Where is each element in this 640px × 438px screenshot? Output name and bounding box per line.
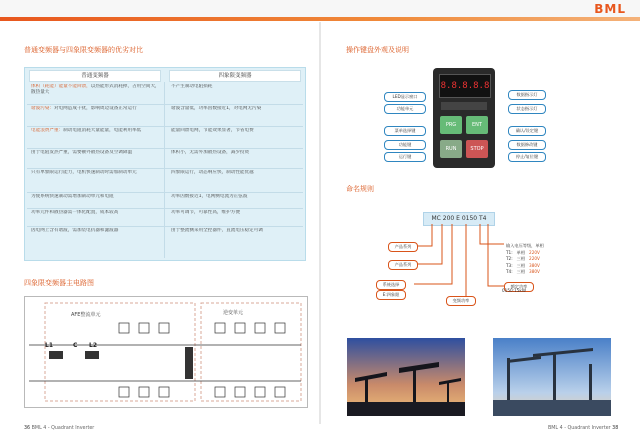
keypad-callout-left: 运行键 [384, 152, 426, 162]
footer-left-text: BML 4 - Quadrant Inverter [31, 426, 95, 431]
keypad-callout-left: 功能键 [384, 140, 426, 150]
keypad-title: 操作键盘外观及说明 [346, 46, 409, 54]
igbt-switch [215, 323, 225, 333]
igbt-switch [275, 387, 285, 397]
dc-capacitor [185, 347, 193, 379]
keypad-key[interactable]: STOP [466, 140, 488, 158]
table-row-divider [27, 168, 303, 169]
table-cell-normal [31, 84, 161, 104]
legend-label: 三相 [516, 262, 526, 268]
keypad-callout-left: LED显示窗口 [384, 92, 426, 102]
legend-value: 380V [529, 269, 540, 275]
label-l2: L2 [89, 342, 97, 349]
cell-text: 制动电阻消耗大量能量，电能利用率低 [63, 128, 142, 133]
table-cell-four-quadrant: 由于整流侧采用全控器件，直流电压稳定可调 [171, 228, 263, 233]
rectifier-label: AFE整流单元 [71, 312, 101, 318]
igbt-switch [255, 387, 265, 397]
main-circuit-diagram [24, 296, 308, 408]
footer-left [24, 426, 94, 431]
cell-highlight: 谐波污染： [31, 106, 54, 111]
cell-text: 功率元件和散热器需一体化配置，成本较高 [31, 210, 119, 215]
table-cell-normal [31, 170, 161, 192]
keypad-callout-right: 状态指示灯 [508, 104, 546, 114]
model-callout: 产品系列 [388, 260, 418, 270]
legend-label: 三相 [516, 269, 526, 275]
power-note: 0150:15kW [502, 288, 526, 293]
keypad-key[interactable]: RUN [440, 140, 462, 158]
legend-code: T3: [506, 262, 513, 268]
header-stripe [0, 17, 640, 21]
igbt-switch [159, 387, 169, 397]
table-cell-four-quadrant: 功率可调节，可靠性高，维护方便 [171, 210, 240, 215]
keypad-key[interactable]: ENT [466, 116, 488, 134]
cell-text: 因电网上含有谐波，需加装电抗器和滤波器 [31, 228, 119, 233]
keypad-callout-right: 数据指示灯 [508, 90, 546, 100]
table-row-divider [27, 208, 303, 209]
igbt-switch [139, 323, 149, 333]
model-code-box: MC 200 E 0150 T4 [423, 212, 495, 226]
table-cell-normal [31, 150, 161, 168]
voltage-legend-head: 输入电压等级，单相 [506, 243, 544, 248]
voltage-legend-item [506, 256, 570, 263]
label-l1: L1 [45, 342, 53, 349]
legend-value: 220V [529, 256, 540, 262]
igbt-switch [235, 323, 245, 333]
model-callout: 变频功率 [446, 296, 476, 306]
keypad-callout-right: 停止/复位键 [508, 152, 546, 162]
column-head-normal: 普通变频器 [29, 70, 161, 82]
circuit-title: 四象限变频器主电路图 [24, 279, 94, 287]
table-row-divider [27, 148, 303, 149]
model-callout: 产品系列 [388, 242, 418, 252]
label-c: C [73, 342, 78, 349]
keypad-panel [433, 68, 495, 168]
model-callout: 系统选择 [376, 280, 406, 290]
circuit-svg [25, 297, 307, 407]
port-photo [493, 338, 611, 416]
model-callout: E:四象限 [376, 290, 406, 300]
igbt-switch [215, 387, 225, 397]
table-row-divider [27, 126, 303, 127]
keypad-callout-left: 功能单元 [384, 104, 426, 114]
model-title: 命名规则 [346, 185, 374, 193]
table-row-divider [27, 226, 303, 227]
table-divider [164, 82, 165, 258]
legend-label: 三相 [516, 256, 526, 262]
table-row-divider [27, 192, 303, 193]
table-cell-four-quadrant: 不产生制动电阻损耗 [171, 84, 213, 89]
inductor-l1 [49, 351, 63, 359]
table-cell-four-quadrant: 体积小，无需外加散热设备，减少投资 [171, 150, 250, 155]
comparison-table [24, 67, 306, 261]
cell-text: 为使系统快速制动需增加制动单元和电阻 [31, 194, 114, 199]
cell-text: 以热能形式消耗掉，占用空间大，散热量大 [31, 84, 160, 96]
igbt-switch [275, 323, 285, 333]
inductor-l2 [85, 351, 99, 359]
table-cell-normal [31, 106, 161, 126]
keypad-key[interactable]: PRG [440, 116, 462, 134]
igbt-switch [255, 323, 265, 333]
brand-logo: BML [594, 2, 626, 16]
legend-code: T1: [506, 249, 513, 255]
keypad-callout-left: 菜单选择键 [384, 126, 426, 136]
page-number-left: 36 [24, 426, 31, 431]
model-callout: 额定功率 [504, 282, 534, 292]
igbt-switch [119, 323, 129, 333]
voltage-legend-item [506, 269, 570, 276]
cell-highlight: 体积（耗能）能量不能回馈， [31, 84, 91, 89]
inverter-label: 逆变单元 [223, 310, 244, 316]
cell-text: 对电网造成干扰，影响周边设备正常运行 [53, 106, 137, 111]
comparison-title: 普通变频器与四象限变频器的优劣对比 [24, 46, 143, 54]
cell-text: 只有单象限运行能力，电机快速制动时需加制动单元 [31, 170, 137, 175]
inverter-switches [215, 323, 285, 397]
column-head-four-quadrant: 四象限变频器 [169, 70, 301, 82]
rectifier-box [45, 303, 195, 401]
rectifier-switches [119, 323, 169, 397]
page-number-right: 38 [612, 426, 619, 431]
led-display: 8.8.8.8.8 [439, 74, 491, 98]
keypad-callout-right: 数据修改键 [508, 140, 546, 150]
table-cell-four-quadrant: 谐波含量低，功率因数接近1，对电网无污染 [171, 106, 262, 111]
cell-text: 由于电阻发热严重，需要额外散热设备及空调降温 [31, 150, 133, 155]
table-cell-normal [31, 228, 161, 254]
cell-highlight: 电能浪费严重： [31, 128, 64, 133]
legend-code: T2: [506, 256, 513, 262]
page-gutter [319, 22, 321, 424]
igbt-switch [235, 387, 245, 397]
table-cell-normal [31, 210, 161, 226]
oil-field-photo [347, 338, 465, 416]
legend-label: 单相 [516, 249, 526, 255]
voltage-legend [506, 243, 570, 276]
table-cell-normal [31, 194, 161, 208]
inverter-box [201, 303, 301, 401]
legend-code: T4: [506, 269, 513, 275]
table-cell-four-quadrant: 四象限运行，动态响应快，制动性能优越 [171, 170, 254, 175]
table-cell-normal [31, 128, 161, 148]
table-cell-four-quadrant: 功率因数接近1，电网侧电流为正弦波 [171, 194, 248, 199]
table-row-divider [27, 104, 303, 105]
igbt-switch [119, 387, 129, 397]
footer-right-text: BML 4 - Quadrant Inverter [548, 426, 611, 431]
indicator-row [441, 102, 487, 110]
footer-right [548, 426, 618, 431]
legend-value: 380V [529, 262, 540, 268]
table-cell-four-quadrant: 能量回馈电网，节能效果显著，节省电费 [171, 128, 254, 133]
igbt-switch [159, 323, 169, 333]
keypad-callout-right: 确认/设定键 [508, 126, 546, 136]
igbt-switch [139, 387, 149, 397]
legend-value: 220V [529, 249, 540, 255]
